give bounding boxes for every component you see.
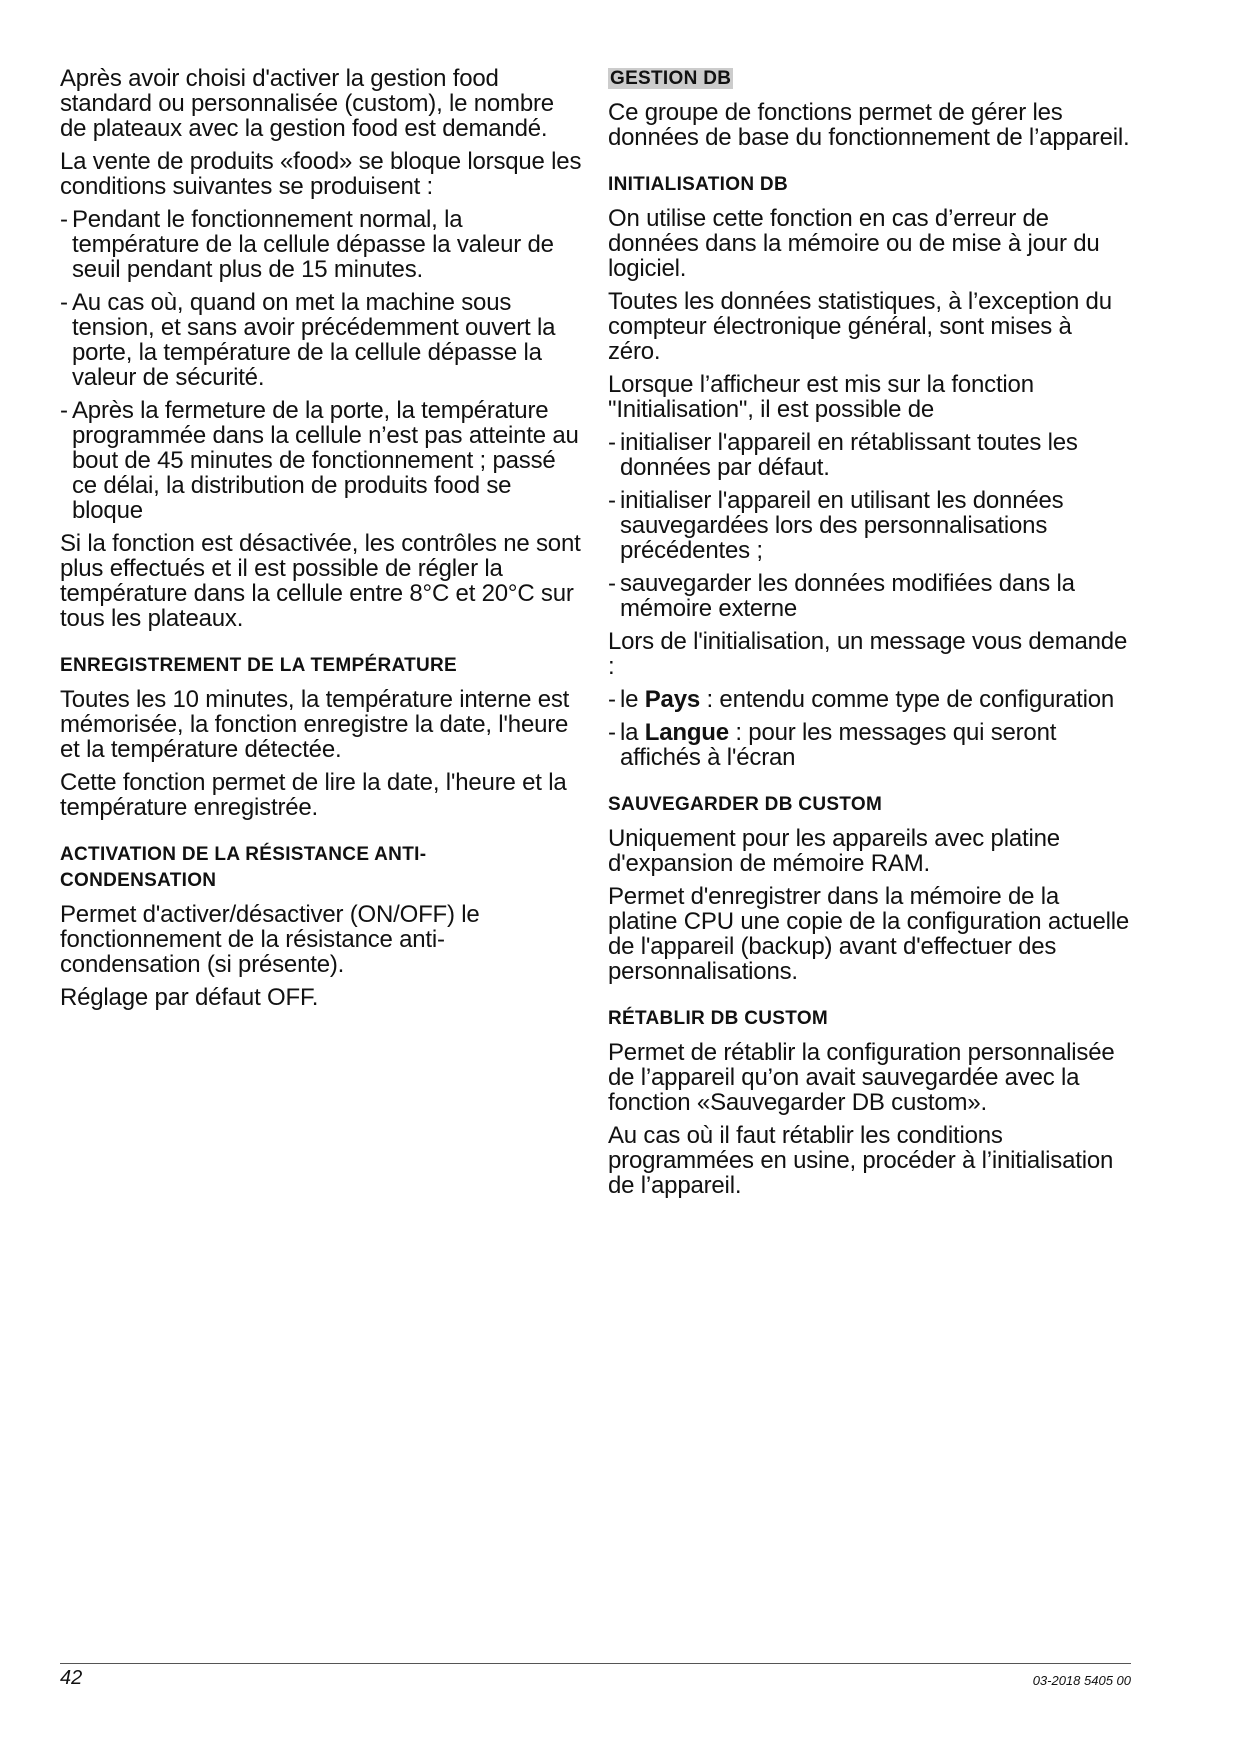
document-reference: 03-2018 5405 00 xyxy=(1032,1673,1131,1688)
list-item xyxy=(608,488,1130,563)
paragraph: Au cas où il faut rétablir les conditions programmées en usine, procéder à l’initialisation de l’appareil. xyxy=(608,1122,1114,1199)
list-item xyxy=(608,430,1130,480)
list-item-suffix: : entendu comme type de configuration xyxy=(700,686,1115,713)
section-heading-activation: ACTIVATION DE LA RÉSISTANCE ANTI-CONDENSATION xyxy=(60,844,427,891)
bold-term-langue: Langue xyxy=(644,719,729,746)
list-item xyxy=(608,571,1130,621)
shaded-heading-label: GESTION DB xyxy=(610,68,732,89)
paragraph: Toutes les 10 minutes, la température interne est mémorisée, la fonction enregistre la date, l'heure et la température détectée. xyxy=(60,686,570,763)
paragraph: Uniquement pour les appareils avec platine d'expansion de mémoire RAM. xyxy=(608,825,1060,877)
paragraph: Si la fonction est désactivée, les contrôles ne sont plus effectués et il est possible de régler la température dans la cellule entre 8°C et 20°C sur tous les plateaux. xyxy=(60,530,581,632)
list-item-text: Après la fermeture de la porte, la température programmée dans la cellule n’est pas atteinte au bout de 45 minutes de fonctionnement ; passé ce délai, la distribution de produits food se bloque xyxy=(72,397,579,524)
list-item-suffix: : pour les messages qui seront affichés à l'écran xyxy=(620,719,1057,771)
bullet-dash: - xyxy=(608,719,616,746)
section-heading-retablir: RÉTABLIR DB CUSTOM xyxy=(608,1008,829,1029)
list-item xyxy=(60,290,582,390)
paragraph: Toutes les données statistiques, à l’exception du compteur électronique général, sont mises à zéro. xyxy=(608,288,1112,365)
paragraph: Réglage par défaut OFF. xyxy=(60,984,319,1011)
bullet-dash: - xyxy=(60,289,68,316)
bullet-dash: - xyxy=(608,570,616,597)
list-item xyxy=(60,207,582,282)
paragraph: Lorsque l’afficheur est mis sur la fonction "Initialisation", il est possible de xyxy=(608,371,1034,423)
page-number: 42 xyxy=(60,1667,83,1689)
list-item-text xyxy=(620,686,1114,713)
list-item-text: sauvegarder les données modifiées dans la mémoire externe xyxy=(620,570,1075,622)
paragraph: Cette fonction permet de lire la date, l'heure et la température enregistrée. xyxy=(60,769,567,821)
section-heading-gestion-db xyxy=(608,66,1130,92)
paragraph: Ce groupe de fonctions permet de gérer les données de base du fonctionnement de l’appareil. xyxy=(608,99,1130,151)
paragraph: Permet d'activer/désactiver (ON/OFF) le fonctionnement de la résistance anti-condensation (si présente). xyxy=(60,901,480,978)
list-item-text: initialiser l'appareil en utilisant les données sauvegardées lors des personnalisations précédentes ; xyxy=(620,487,1064,564)
paragraph: On utilise cette fonction en cas d’erreur de données dans la mémoire ou de mise à jour du logiciel. xyxy=(608,205,1100,282)
section-heading-initialisation: INITIALISATION DB xyxy=(608,174,788,195)
bullet-dash: - xyxy=(608,686,616,713)
footer-divider xyxy=(60,1663,1131,1664)
list-item xyxy=(60,398,582,523)
list-item-text: Au cas où, quand on met la machine sous tension, et sans avoir précédemment ouvert la porte, la température de la cellule dépasse la valeur de sécurité. xyxy=(72,289,556,391)
bullet-dash: - xyxy=(60,397,68,424)
list-item-prefix: le xyxy=(620,686,645,713)
list-item-prefix: la xyxy=(620,719,645,746)
left-column xyxy=(60,66,582,1018)
list-item-text: initialiser l'appareil en rétablissant toutes les données par défaut. xyxy=(620,429,1078,481)
paragraph: Permet d'enregistrer dans la mémoire de la platine CPU une copie de la configuration actuelle de l'appareil (backup) avant d'effectuer des personnalisations. xyxy=(608,883,1130,985)
bold-term-pays: Pays xyxy=(644,686,701,713)
bullet-dash: - xyxy=(608,429,616,456)
list-item xyxy=(608,720,1130,770)
section-heading-sauvegarder: SAUVEGARDER DB CUSTOM xyxy=(608,794,883,815)
right-column xyxy=(608,66,1130,1206)
paragraph: Permet de rétablir la configuration personnalisée de l’appareil qu’on avait sauvegardée avec la fonction «Sauvegarder DB custom». xyxy=(608,1039,1115,1116)
bullet-dash: - xyxy=(608,487,616,514)
paragraph: Après avoir choisi d'activer la gestion food standard ou personnalisée (custom), le nombre de plateaux avec la gestion food est demandé. xyxy=(60,65,554,142)
paragraph: La vente de produits «food» se bloque lorsque les conditions suivantes se produisent : xyxy=(60,148,582,200)
bullet-dash: - xyxy=(60,206,68,233)
list-item-text: Pendant le fonctionnement normal, la température de la cellule dépasse la valeur de seuil pendant plus de 15 minutes. xyxy=(72,206,554,283)
section-heading-enregistrement: ENREGISTREMENT DE LA TEMPÉRATURE xyxy=(60,655,458,676)
paragraph: Lors de l'initialisation, un message vous demande : xyxy=(608,628,1128,680)
list-item-text xyxy=(620,719,1056,771)
list-item xyxy=(608,687,1130,712)
